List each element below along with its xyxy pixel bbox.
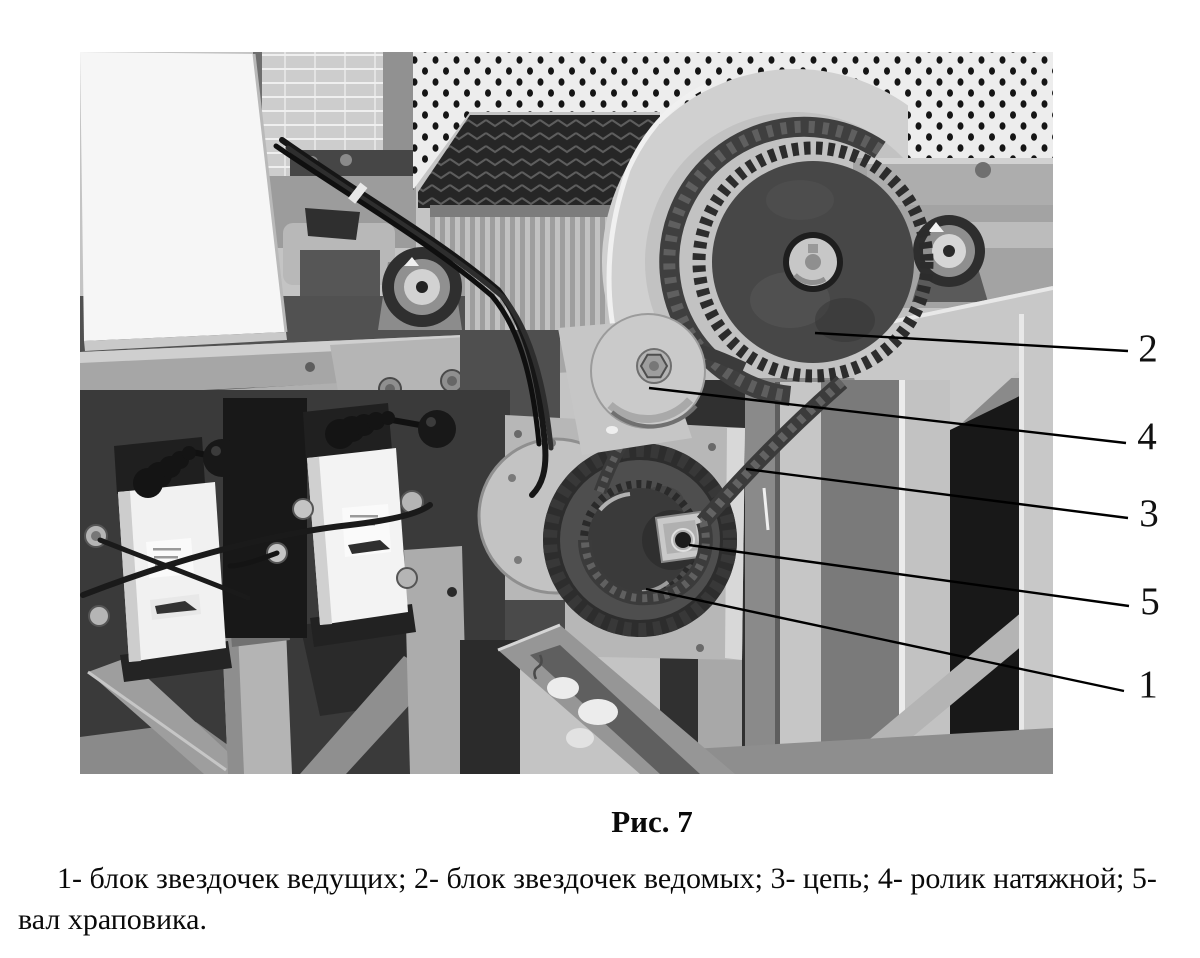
callout-number-5: 5 bbox=[1140, 580, 1160, 623]
fluff bbox=[547, 677, 579, 699]
tension-roller bbox=[558, 314, 705, 455]
callout-number-1: 1 bbox=[1138, 663, 1158, 706]
callout-number-4: 4 bbox=[1137, 415, 1157, 458]
callout-number-3: 3 bbox=[1139, 492, 1159, 535]
callout-number-2: 2 bbox=[1138, 327, 1158, 370]
figure-caption: Рис. 7 bbox=[611, 804, 693, 839]
figure-legend: 1- блок звездочек ведущих; 2- блок звездочек ведомых; 3- цепь; 4- ролик натяжной; 5- вал храповика. bbox=[18, 862, 1157, 936]
figure-photo bbox=[80, 52, 1053, 774]
white-box bbox=[80, 52, 287, 351]
